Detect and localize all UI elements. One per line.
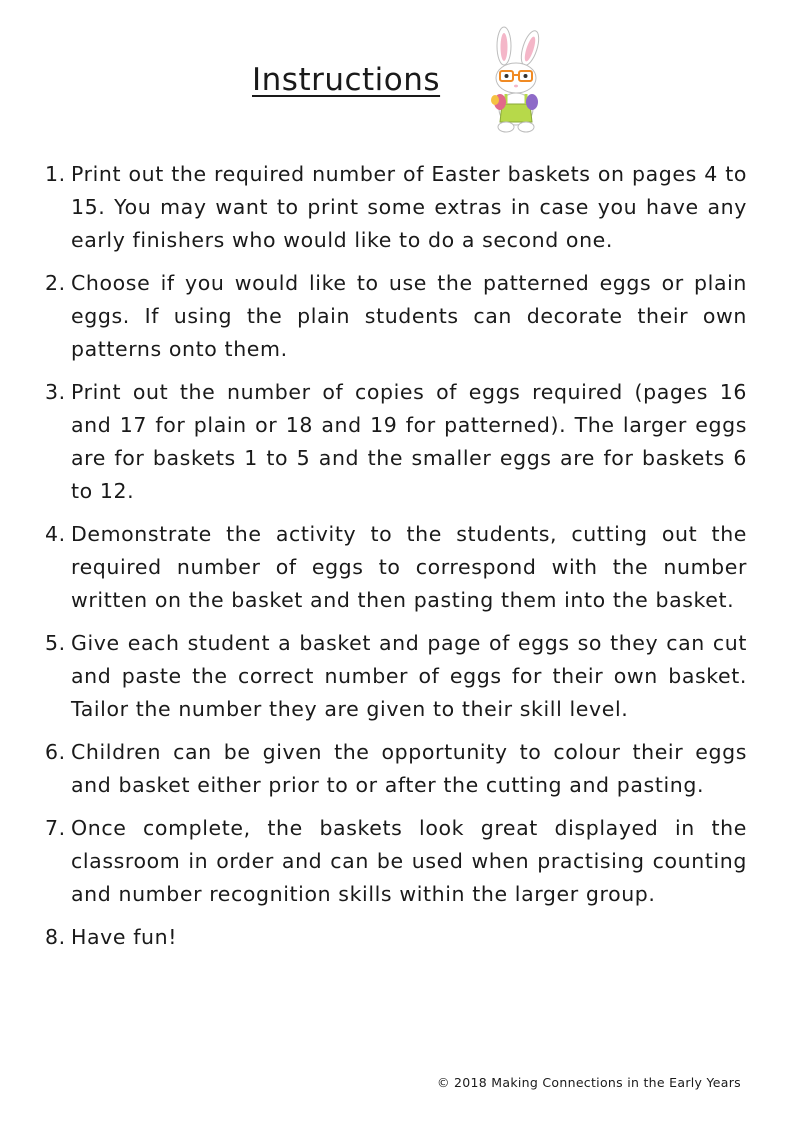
- step-number: 6.: [45, 740, 66, 764]
- instruction-step: [45, 158, 747, 257]
- step-text: Give each student a basket and page of eggs so they can cut and paste the correct number of eggs for their own basket. Tailor the number they are given to their skill level.: [71, 631, 747, 721]
- instruction-step: [45, 736, 747, 802]
- step-text: Print out the number of copies of eggs required (pages 16 and 17 for plain or 18 and 19 for patterned). The larger eggs are for baskets 1 to 5 and the smaller eggs are for baskets 6 to 12.: [71, 380, 747, 503]
- copyright-footer: © 2018 Making Connections in the Early Years: [436, 1075, 741, 1090]
- step-number: 8.: [45, 925, 66, 949]
- instruction-step: [45, 921, 747, 954]
- step-number: 4.: [45, 522, 66, 546]
- step-text: Choose if you would like to use the patterned eggs or plain eggs. If using the plain students can decorate their own patterns onto them.: [71, 271, 747, 361]
- step-text: Once complete, the baskets look great displayed in the classroom in order and can be used when practising counting and number recognition skills within the larger group.: [71, 816, 747, 906]
- bunny-illustration: [478, 26, 556, 134]
- step-text: Children can be given the opportunity to colour their eggs and basket either prior to or after the cutting and pasting.: [71, 740, 747, 797]
- instruction-step: [45, 376, 747, 508]
- step-text: Demonstrate the activity to the students, cutting out the required number of eggs to correspond with the number written on the basket and then pasting them into the basket.: [71, 522, 747, 612]
- instruction-step: [45, 812, 747, 911]
- step-number: 3.: [45, 380, 66, 404]
- step-number: 5.: [45, 631, 66, 655]
- step-number: 2.: [45, 271, 66, 295]
- page-title: Instructions: [252, 62, 441, 98]
- instruction-step: [45, 518, 747, 617]
- instruction-step: [45, 627, 747, 726]
- step-number: 7.: [45, 816, 66, 840]
- step-number: 1.: [45, 162, 66, 186]
- instruction-list: [45, 158, 747, 964]
- step-text: Print out the required number of Easter baskets on pages 4 to 15. You may want to print some extras in case you have any early finishers who would like to do a second one.: [71, 162, 747, 252]
- instruction-step: [45, 267, 747, 366]
- step-text: Have fun!: [71, 925, 178, 949]
